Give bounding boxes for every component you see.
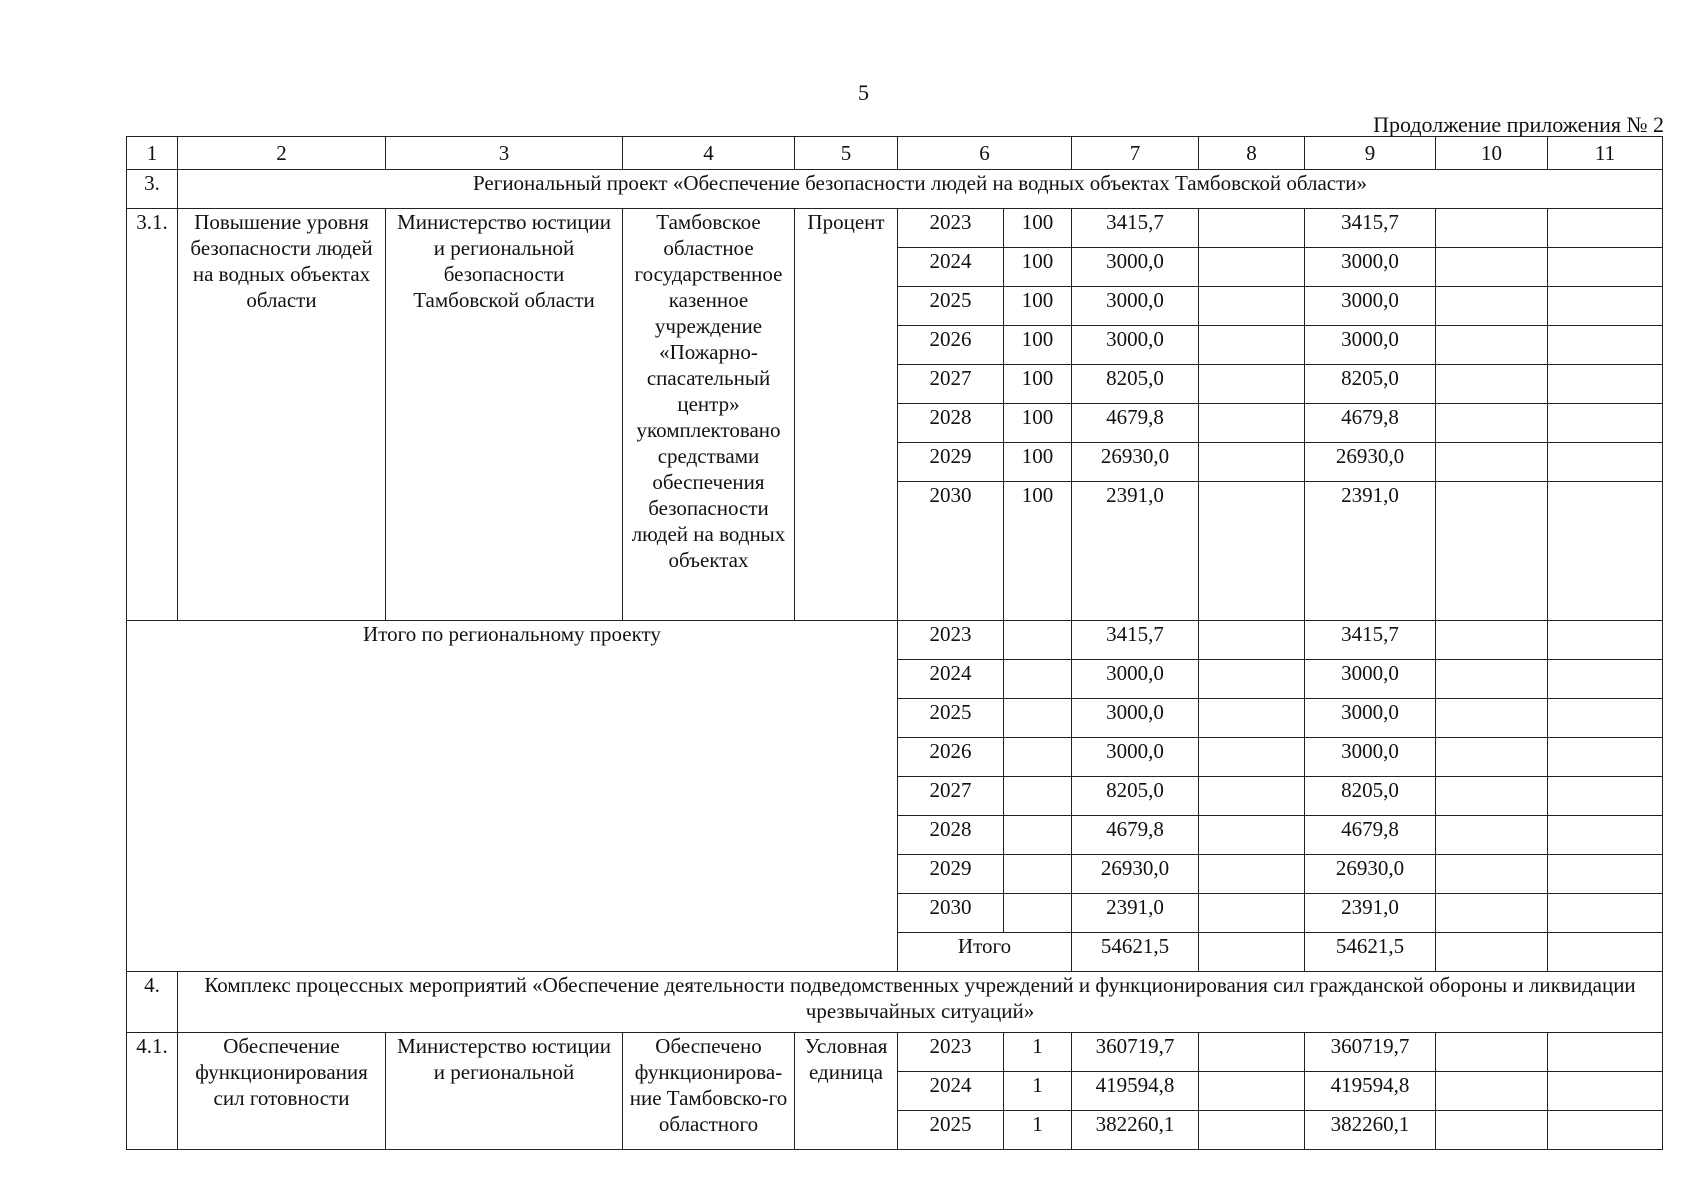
regional-cell: 3000,0	[1305, 660, 1436, 699]
regional-cell: 382260,1	[1305, 1111, 1436, 1150]
item-name: Обеспечение функционирования сил готовности	[178, 1033, 386, 1150]
value-cell: 100	[1004, 404, 1072, 443]
empty-cell	[1548, 248, 1663, 287]
empty-cell	[1548, 621, 1663, 660]
total-cell: 8205,0	[1072, 365, 1199, 404]
year-cell: 2023	[898, 621, 1004, 660]
empty-cell	[1548, 209, 1663, 248]
empty-cell	[1436, 365, 1548, 404]
value-cell	[1004, 816, 1072, 855]
empty-cell	[1436, 326, 1548, 365]
value-cell: 100	[1004, 326, 1072, 365]
section-title: Комплекс процессных мероприятий «Обеспечение деятельности подведомственных учреждений и функционирования сил гражданской обороны и ликвидации чрезвычайных ситуаций»	[178, 972, 1663, 1033]
column-number: 6	[898, 137, 1072, 170]
column-number: 10	[1436, 137, 1548, 170]
federal-cell	[1199, 816, 1305, 855]
regional-cell: 4679,8	[1305, 816, 1436, 855]
total-cell: 382260,1	[1072, 1111, 1199, 1150]
total-cell: 4679,8	[1072, 404, 1199, 443]
value-cell: 100	[1004, 443, 1072, 482]
year-cell: 2030	[898, 894, 1004, 933]
federal-cell	[1199, 482, 1305, 621]
section-row	[127, 972, 1663, 1033]
empty-cell	[1548, 1111, 1663, 1150]
regional-cell: 419594,8	[1305, 1072, 1436, 1111]
column-number: 9	[1305, 137, 1436, 170]
empty-cell	[1548, 855, 1663, 894]
total-cell: 2391,0	[1072, 482, 1199, 621]
empty-cell	[1548, 287, 1663, 326]
regional-cell: 2391,0	[1305, 894, 1436, 933]
federal-cell	[1199, 326, 1305, 365]
year-cell: 2023	[898, 209, 1004, 248]
year-cell: 2024	[898, 660, 1004, 699]
regional-cell: 26930,0	[1305, 855, 1436, 894]
total-cell: 4679,8	[1072, 816, 1199, 855]
value-cell	[1004, 621, 1072, 660]
year-cell: 2026	[898, 326, 1004, 365]
total-cell: 3000,0	[1072, 699, 1199, 738]
empty-cell	[1436, 816, 1548, 855]
empty-cell	[1548, 443, 1663, 482]
federal-cell	[1199, 443, 1305, 482]
year-cell: 2028	[898, 404, 1004, 443]
column-number: 1	[127, 137, 178, 170]
empty-cell	[1436, 1072, 1548, 1111]
item-unit: Процент	[795, 209, 898, 621]
table-row	[127, 1033, 1663, 1072]
empty-cell	[1548, 1033, 1663, 1072]
column-number-row	[127, 137, 1663, 170]
federal-cell	[1199, 1033, 1305, 1072]
empty-cell	[1548, 660, 1663, 699]
federal-cell	[1199, 933, 1305, 972]
total-cell: 2391,0	[1072, 894, 1199, 933]
empty-cell	[1436, 287, 1548, 326]
empty-cell	[1548, 738, 1663, 777]
total-cell: 26930,0	[1072, 443, 1199, 482]
empty-cell	[1548, 1072, 1663, 1111]
item-result: Тамбовское областное государственное казенное учреждение «Пожарно-спасательный центр» укомплектовано средствами обеспечения безопасности людей на водных объектах	[623, 209, 795, 621]
value-cell: 1	[1004, 1111, 1072, 1150]
value-cell: 1	[1004, 1033, 1072, 1072]
section-title: Региональный проект «Обеспечение безопасности людей на водных объектах Тамбовской области»	[178, 170, 1663, 209]
section-number: 4.	[127, 972, 178, 1033]
empty-cell	[1436, 855, 1548, 894]
sum-total-cell: 54621,5	[1072, 933, 1199, 972]
regional-cell: 3415,7	[1305, 621, 1436, 660]
total-cell: 3000,0	[1072, 660, 1199, 699]
value-cell: 100	[1004, 482, 1072, 621]
item-unit: Условная единица	[795, 1033, 898, 1150]
empty-cell	[1436, 1033, 1548, 1072]
federal-cell	[1199, 287, 1305, 326]
year-cell: 2025	[898, 699, 1004, 738]
value-cell: 100	[1004, 248, 1072, 287]
total-cell: 3000,0	[1072, 326, 1199, 365]
total-cell: 360719,7	[1072, 1033, 1199, 1072]
value-cell	[1004, 738, 1072, 777]
value-cell	[1004, 777, 1072, 816]
total-cell: 419594,8	[1072, 1072, 1199, 1111]
year-cell: 2029	[898, 855, 1004, 894]
federal-cell	[1199, 699, 1305, 738]
table-row	[127, 621, 1663, 660]
continuation-label: Продолжение приложения № 2	[1373, 112, 1664, 137]
federal-cell	[1199, 660, 1305, 699]
value-cell: 100	[1004, 365, 1072, 404]
regional-cell: 3000,0	[1305, 248, 1436, 287]
empty-cell	[1436, 443, 1548, 482]
federal-cell	[1199, 777, 1305, 816]
regional-cell: 3000,0	[1305, 699, 1436, 738]
value-cell	[1004, 699, 1072, 738]
empty-cell	[1548, 777, 1663, 816]
value-cell: 1	[1004, 1072, 1072, 1111]
federal-cell	[1199, 855, 1305, 894]
empty-cell	[1436, 894, 1548, 933]
sum-regional-cell: 54621,5	[1305, 933, 1436, 972]
year-cell: 2024	[898, 248, 1004, 287]
empty-cell	[1548, 482, 1663, 621]
regional-cell: 3000,0	[1305, 738, 1436, 777]
sum-label: Итого	[898, 933, 1072, 972]
federal-cell	[1199, 738, 1305, 777]
total-cell: 8205,0	[1072, 777, 1199, 816]
empty-cell	[1436, 248, 1548, 287]
column-number: 5	[795, 137, 898, 170]
empty-cell	[1436, 482, 1548, 621]
value-cell	[1004, 660, 1072, 699]
year-cell: 2030	[898, 482, 1004, 621]
year-cell: 2027	[898, 777, 1004, 816]
federal-cell	[1199, 365, 1305, 404]
total-cell: 3000,0	[1072, 738, 1199, 777]
empty-cell	[1548, 326, 1663, 365]
page-number: 5	[858, 80, 869, 105]
empty-cell	[1436, 621, 1548, 660]
table-row	[127, 209, 1663, 248]
regional-cell: 4679,8	[1305, 404, 1436, 443]
item-number: 4.1.	[127, 1033, 178, 1150]
regional-cell: 3415,7	[1305, 209, 1436, 248]
year-cell: 2026	[898, 738, 1004, 777]
empty-cell	[1548, 365, 1663, 404]
federal-cell	[1199, 248, 1305, 287]
federal-cell	[1199, 1111, 1305, 1150]
total-cell: 3415,7	[1072, 209, 1199, 248]
value-cell	[1004, 855, 1072, 894]
regional-cell: 8205,0	[1305, 365, 1436, 404]
item-executor: Министерство юстиции и региональной безопасности Тамбовской области	[386, 209, 623, 621]
federal-cell	[1199, 1072, 1305, 1111]
total-cell: 3000,0	[1072, 287, 1199, 326]
section-number: 3.	[127, 170, 178, 209]
column-number: 7	[1072, 137, 1199, 170]
column-number: 3	[386, 137, 623, 170]
empty-cell	[1436, 404, 1548, 443]
empty-cell	[1548, 404, 1663, 443]
year-cell: 2025	[898, 1111, 1004, 1150]
regional-cell: 3000,0	[1305, 326, 1436, 365]
empty-cell	[1436, 209, 1548, 248]
column-number: 4	[623, 137, 795, 170]
empty-cell	[1436, 1111, 1548, 1150]
empty-cell	[1436, 777, 1548, 816]
federal-cell	[1199, 894, 1305, 933]
total-cell: 26930,0	[1072, 855, 1199, 894]
item-result: Обеспечено функционирова-ние Тамбовско-го областного	[623, 1033, 795, 1150]
federal-cell	[1199, 404, 1305, 443]
regional-cell: 8205,0	[1305, 777, 1436, 816]
column-number: 8	[1199, 137, 1305, 170]
empty-cell	[1548, 933, 1663, 972]
year-cell: 2027	[898, 365, 1004, 404]
empty-cell	[1436, 699, 1548, 738]
total-cell: 3415,7	[1072, 621, 1199, 660]
federal-cell	[1199, 621, 1305, 660]
year-cell: 2024	[898, 1072, 1004, 1111]
item-name: Повышение уровня безопасности людей на водных объектах области	[178, 209, 386, 621]
regional-cell: 26930,0	[1305, 443, 1436, 482]
regional-cell: 3000,0	[1305, 287, 1436, 326]
empty-cell	[1436, 738, 1548, 777]
year-cell: 2025	[898, 287, 1004, 326]
year-cell: 2023	[898, 1033, 1004, 1072]
regional-cell: 360719,7	[1305, 1033, 1436, 1072]
empty-cell	[1548, 894, 1663, 933]
empty-cell	[1548, 699, 1663, 738]
federal-cell	[1199, 209, 1305, 248]
project-total-label: Итого по региональному проекту	[127, 621, 898, 972]
value-cell: 100	[1004, 209, 1072, 248]
empty-cell	[1436, 660, 1548, 699]
section-row	[127, 170, 1663, 209]
regional-cell: 2391,0	[1305, 482, 1436, 621]
item-executor: Министерство юстиции и региональной	[386, 1033, 623, 1150]
empty-cell	[1548, 816, 1663, 855]
empty-cell	[1436, 933, 1548, 972]
year-cell: 2029	[898, 443, 1004, 482]
budget-table	[126, 136, 1663, 1150]
column-number: 2	[178, 137, 386, 170]
value-cell	[1004, 894, 1072, 933]
total-cell: 3000,0	[1072, 248, 1199, 287]
item-number: 3.1.	[127, 209, 178, 621]
year-cell: 2028	[898, 816, 1004, 855]
column-number: 11	[1548, 137, 1663, 170]
value-cell: 100	[1004, 287, 1072, 326]
